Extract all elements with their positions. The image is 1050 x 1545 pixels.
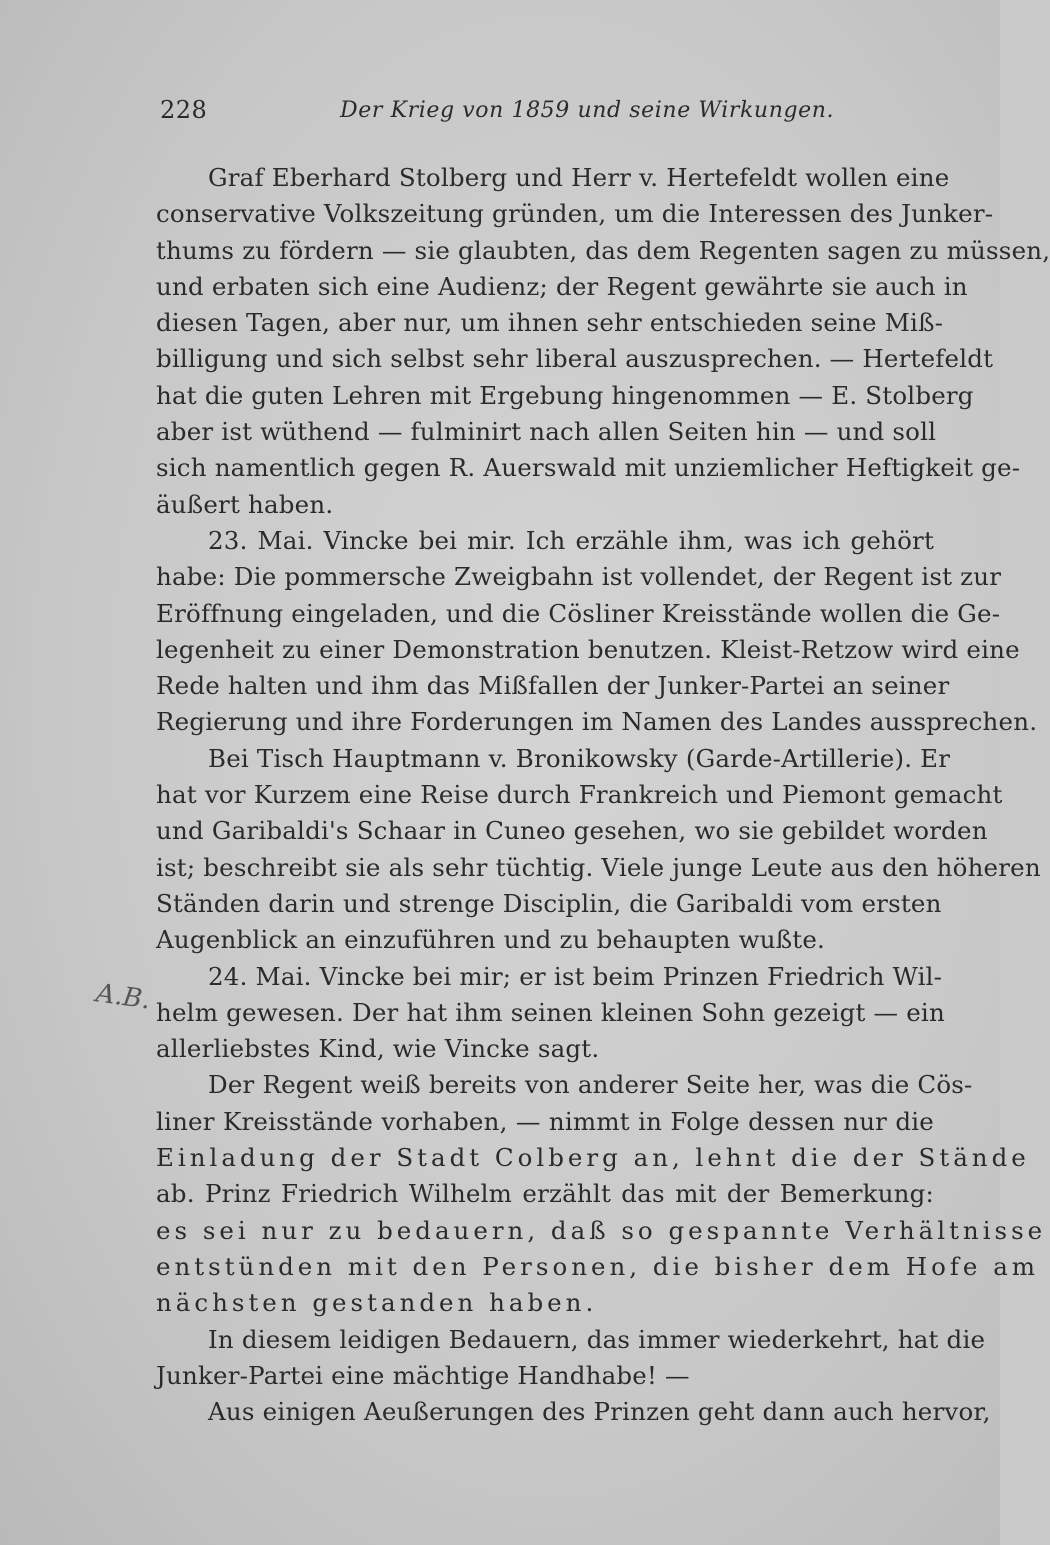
text-line: ab. Prinz Friedrich Wilhelm erzählt das mit der Bemerkung:	[156, 1179, 934, 1209]
text-line: ist; beschreibt sie als sehr tüchtig. Viele junge Leute aus den höheren	[156, 852, 1041, 882]
text-line: Regierung und ihre Forderungen im Namen des Landes aussprechen.	[156, 707, 1038, 737]
text-line: Aus einigen Aeußerungen des Prinzen geht dann auch hervor,	[208, 1397, 991, 1427]
text-line: thums zu fördern — sie glaubten, das dem Regenten sagen zu müssen,	[156, 235, 1050, 265]
text-line: helm gewesen. Der hat ihm seinen kleinen Sohn gezeigt — ein	[156, 997, 945, 1027]
text-line: hat vor Kurzem eine Reise durch Frankreich und Piemont gemacht	[156, 780, 1003, 810]
text-line: sich namentlich gegen R. Auerswald mit unziemlicher Heftigkeit ge-	[156, 453, 1021, 483]
text-line: entstünden mit den Personen, die bisher dem Hofe am	[156, 1251, 1040, 1281]
text-line: aber ist wüthend — fulminirt nach allen Seiten hin — und soll	[156, 417, 937, 447]
text-line: 23. Mai. Vincke bei mir. Ich erzähle ihm, was ich gehört	[208, 525, 934, 555]
running-title: Der Krieg von 1859 und seine Wirkungen.	[340, 98, 835, 123]
running-head	[160, 96, 930, 136]
text-line: 24. Mai. Vincke bei mir; er ist beim Prinzen Friedrich Wil-	[208, 961, 943, 991]
handwritten-margin-note: A.B.	[94, 978, 153, 1016]
text-line: Einladung der Stadt Colberg an, lehnt die der Stände	[156, 1143, 1030, 1173]
text-line: Eröffnung eingeladen, und die Cösliner Kreisstände wollen die Ge-	[156, 598, 1001, 628]
text-line: Augenblick an einzuführen und zu behaupten wußte.	[156, 925, 826, 955]
text-line: Der Regent weiß bereits von anderer Seite her, was die Cös-	[208, 1070, 973, 1100]
text-line: Rede halten und ihm das Mißfallen der Junker-Partei an seiner	[156, 671, 950, 701]
text-line: Graf Eberhard Stolberg und Herr v. Hertefeldt wollen eine	[208, 163, 950, 192]
text-line: es sei nur zu bedauern, daß so gespannte Verhältnisse	[156, 1215, 1047, 1245]
text-line: allerliebstes Kind, wie Vincke sagt.	[156, 1034, 600, 1064]
text-line: In diesem leidigen Bedauern, das immer wiederkehrt, hat die	[208, 1324, 986, 1354]
text-line: und Garibaldi's Schaar in Cuneo gesehen, wo sie gebildet worden	[156, 816, 988, 846]
text-line: hat die guten Lehren mit Ergebung hingenommen — E. Stolberg	[156, 380, 974, 410]
text-line: äußert haben.	[156, 489, 334, 519]
page-number: 228	[160, 96, 208, 124]
text-line: billigung und sich selbst sehr liberal auszusprechen. — Hertefeldt	[156, 344, 994, 374]
body-text	[156, 160, 1050, 1430]
text-line: Ständen darin und strenge Disciplin, die Garibaldi vom ersten	[156, 888, 942, 918]
text-line: habe: Die pommersche Zweigbahn ist vollendet, der Regent ist zur	[156, 562, 1002, 592]
text-line: und erbaten sich eine Audienz; der Regent gewährte sie auch in	[156, 271, 968, 301]
text-line: nächsten gestanden haben.	[156, 1288, 598, 1318]
text-line: conservative Volkszeitung gründen, um die Interessen des Junker-	[156, 199, 994, 229]
text-line: legenheit zu einer Demonstration benutzen. Kleist-Retzow wird eine	[156, 634, 1020, 664]
text-line: Bei Tisch Hauptmann v. Bronikowsky (Garde-Artillerie). Er	[208, 743, 951, 773]
text-line: liner Kreisstände vorhaben, — nimmt in Folge dessen nur die	[156, 1106, 934, 1136]
text-line: Junker-Partei eine mächtige Handhabe! —	[156, 1360, 690, 1390]
text-line: diesen Tagen, aber nur, um ihnen sehr entschieden seine Miß-	[156, 308, 944, 338]
